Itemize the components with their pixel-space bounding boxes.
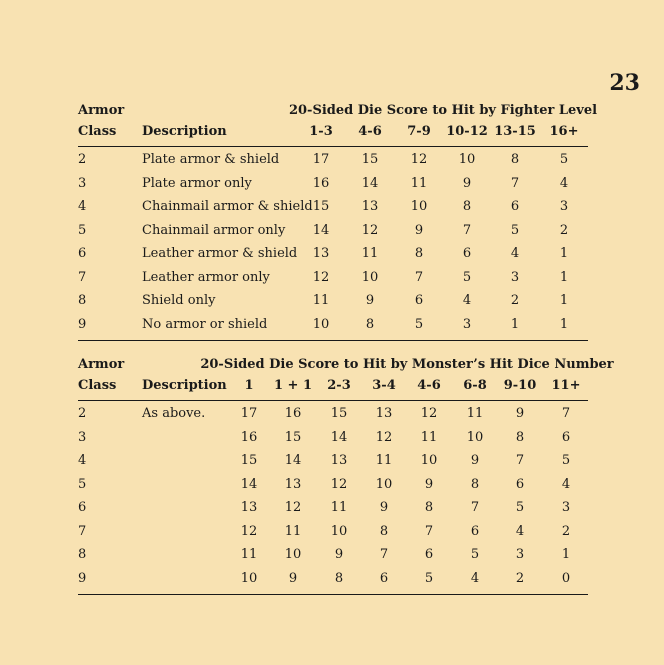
armor-class-cell: 5 — [78, 222, 87, 238]
score-cell: 3 — [559, 199, 569, 214]
score-cell: 8 — [365, 316, 375, 332]
score-cell: 10 — [420, 453, 438, 468]
score-cell: 8 — [424, 500, 434, 515]
score-cell: 10 — [361, 269, 379, 285]
table-row — [78, 406, 588, 430]
column-header: 10-12 — [446, 124, 488, 139]
score-cell: 6 — [561, 429, 571, 445]
score-cell: 11 — [410, 175, 428, 191]
score-cell: 5 — [515, 500, 525, 515]
score-cell: 13 — [240, 500, 258, 515]
armor-class-cell: 2 — [78, 152, 87, 167]
score-cell: 1 — [559, 269, 569, 285]
score-cell: 8 — [334, 570, 344, 586]
score-cell: 1 — [559, 316, 569, 332]
score-cell: 12 — [240, 523, 258, 539]
score-cell: 16 — [284, 406, 302, 421]
score-cell: 7 — [515, 453, 525, 468]
score-cell: 10 — [466, 429, 484, 445]
score-cell: 5 — [462, 269, 472, 285]
header-row-top — [78, 357, 614, 378]
score-cell: 10 — [375, 476, 393, 492]
table-row — [78, 477, 588, 501]
armor-class-cell: 4 — [78, 199, 87, 214]
score-cell: 9 — [414, 222, 424, 238]
score-cell: 11 — [312, 293, 330, 308]
score-cell: 3 — [515, 547, 525, 562]
score-cell: 11 — [240, 547, 258, 562]
table-row — [78, 199, 588, 223]
score-cell: 7 — [424, 523, 434, 539]
score-cell: 13 — [361, 199, 379, 214]
score-cell: 4 — [470, 570, 480, 586]
table-row — [78, 293, 588, 317]
column-header: 1 + 1 — [273, 378, 313, 393]
armor-class-cell: 9 — [78, 570, 87, 586]
score-cell: 9 — [424, 476, 434, 492]
score-cell: 5 — [561, 453, 571, 468]
score-cell: 2 — [510, 293, 520, 308]
score-cell: 10 — [240, 570, 258, 586]
score-cell: 1 — [561, 547, 571, 562]
score-cell: 12 — [284, 500, 302, 515]
score-cell: 1 — [510, 316, 520, 332]
description-header: Description — [142, 124, 227, 139]
score-cell: 15 — [361, 152, 379, 167]
table-row — [78, 152, 588, 176]
score-cell: 9 — [365, 293, 375, 308]
score-cell: 5 — [510, 222, 520, 238]
score-cell: 6 — [470, 523, 480, 539]
armor-class-cell: 9 — [78, 316, 87, 332]
armor-header: Armor — [78, 103, 125, 118]
armor-class-cell: 6 — [78, 246, 87, 261]
armor-class-cell: 2 — [78, 406, 87, 421]
score-cell: 12 — [312, 269, 330, 285]
score-cell: 14 — [240, 476, 258, 492]
score-cell: 9 — [515, 406, 525, 421]
score-cell: 13 — [375, 406, 393, 421]
table-title: 20-Sided Die Score to Hit by Fighter Level — [288, 103, 598, 118]
score-cell: 13 — [330, 453, 348, 468]
score-cell: 9 — [379, 500, 389, 515]
column-header: 4-6 — [417, 378, 441, 393]
score-cell: 12 — [375, 429, 393, 445]
score-cell: 4 — [462, 293, 472, 308]
score-cell: 6 — [510, 199, 520, 214]
armor-class-cell: 4 — [78, 453, 87, 468]
score-cell: 11 — [466, 406, 484, 421]
score-cell: 8 — [462, 199, 472, 214]
score-cell: 11 — [361, 246, 379, 261]
description-cell: No armor or shield — [142, 316, 268, 332]
column-header: 6-8 — [463, 378, 487, 393]
score-cell: 9 — [288, 570, 298, 586]
score-cell: 5 — [470, 547, 480, 562]
table-row — [78, 524, 588, 548]
table-title: 20-Sided Die Score to Hit by Monster’s Hit Dice Number — [200, 357, 614, 372]
header-row-top — [78, 103, 598, 124]
score-cell: 12 — [420, 406, 438, 421]
table-row — [78, 270, 588, 294]
score-cell: 14 — [312, 222, 330, 238]
description-cell: Chainmail armor only — [142, 222, 286, 238]
score-cell: 17 — [240, 406, 258, 421]
score-cell: 1 — [559, 293, 569, 308]
description-cell: Leather armor only — [142, 269, 270, 285]
score-cell: 12 — [361, 222, 379, 238]
table-row — [78, 246, 588, 270]
header-row-columns — [78, 378, 588, 401]
class-header: Class — [78, 378, 117, 393]
fighter-hit-table — [78, 103, 598, 341]
table-body — [78, 406, 588, 595]
score-cell: 4 — [561, 476, 571, 492]
score-cell: 10 — [284, 547, 302, 562]
score-cell: 10 — [312, 316, 330, 332]
description-header: Description — [142, 378, 227, 393]
description-cell: As above. — [142, 406, 206, 421]
score-cell: 6 — [462, 246, 472, 261]
score-cell: 2 — [561, 523, 571, 539]
armor-class-cell: 7 — [78, 269, 87, 285]
column-header: 7-9 — [407, 124, 431, 139]
table-body — [78, 152, 588, 341]
score-cell: 14 — [361, 175, 379, 191]
score-cell: 11 — [375, 453, 393, 468]
score-cell: 11 — [420, 429, 438, 445]
score-cell: 9 — [470, 453, 480, 468]
armor-class-cell: 3 — [78, 175, 87, 191]
score-cell: 10 — [330, 523, 348, 539]
score-cell: 15 — [284, 429, 302, 445]
score-cell: 7 — [561, 406, 571, 421]
score-cell: 6 — [379, 570, 389, 586]
description-cell: Chainmail armor & shield — [142, 199, 313, 214]
score-cell: 12 — [330, 476, 348, 492]
score-cell: 4 — [515, 523, 525, 539]
score-cell: 15 — [312, 199, 330, 214]
table-row — [78, 430, 588, 454]
score-cell: 7 — [470, 500, 480, 515]
score-cell: 8 — [510, 152, 520, 167]
table-row — [78, 453, 588, 477]
score-cell: 5 — [424, 570, 434, 586]
score-cell: 17 — [312, 152, 330, 167]
description-cell: Plate armor only — [142, 175, 252, 191]
armor-class-cell: 5 — [78, 476, 87, 492]
table-row — [78, 500, 588, 524]
column-header: 9-10 — [503, 378, 537, 393]
column-header: 4-6 — [358, 124, 382, 139]
column-header: 16+ — [549, 124, 579, 139]
table-row — [78, 223, 588, 247]
score-cell: 5 — [559, 152, 569, 167]
description-cell: Plate armor & shield — [142, 152, 280, 167]
score-cell: 8 — [470, 476, 480, 492]
score-cell: 1 — [559, 246, 569, 261]
score-cell: 16 — [312, 175, 330, 191]
score-cell: 8 — [414, 246, 424, 261]
description-cell: Leather armor & shield — [142, 246, 298, 261]
score-cell: 11 — [330, 500, 348, 515]
column-header: 3-4 — [372, 378, 396, 393]
armor-class-cell: 8 — [78, 547, 87, 562]
score-cell: 0 — [561, 570, 571, 586]
column-header: 11+ — [551, 378, 581, 393]
armor-class-cell: 6 — [78, 500, 87, 515]
score-cell: 15 — [240, 453, 258, 468]
armor-class-cell: 7 — [78, 523, 87, 539]
score-cell: 8 — [379, 523, 389, 539]
column-header: 2-3 — [327, 378, 351, 393]
score-cell: 10 — [458, 152, 476, 167]
column-header: 1 — [244, 378, 254, 393]
score-cell: 3 — [462, 316, 472, 332]
score-cell: 9 — [334, 547, 344, 562]
score-cell: 7 — [510, 175, 520, 191]
score-cell: 14 — [330, 429, 348, 445]
header-row-columns — [78, 124, 588, 147]
score-cell: 8 — [515, 429, 525, 445]
score-cell: 13 — [312, 246, 330, 261]
score-cell: 2 — [559, 222, 569, 238]
score-cell: 3 — [561, 500, 571, 515]
score-cell: 5 — [414, 316, 424, 332]
score-cell: 9 — [462, 175, 472, 191]
score-cell: 7 — [414, 269, 424, 285]
score-cell: 7 — [379, 547, 389, 562]
score-cell: 12 — [410, 152, 428, 167]
table-row — [78, 571, 588, 595]
score-cell: 14 — [284, 453, 302, 468]
armor-class-cell: 3 — [78, 429, 87, 445]
class-header: Class — [78, 124, 117, 139]
table-row — [78, 317, 588, 341]
table-row — [78, 176, 588, 200]
armor-class-cell: 8 — [78, 293, 87, 308]
score-cell: 4 — [559, 175, 569, 191]
score-cell: 7 — [462, 222, 472, 238]
table-row — [78, 547, 588, 571]
score-cell: 2 — [515, 570, 525, 586]
score-cell: 6 — [515, 476, 525, 492]
score-cell: 15 — [330, 406, 348, 421]
score-cell: 13 — [284, 476, 302, 492]
monster-hit-table — [78, 357, 614, 595]
score-cell: 16 — [240, 429, 258, 445]
column-header: 13-15 — [494, 124, 536, 139]
score-cell: 6 — [414, 293, 424, 308]
column-header: 1-3 — [309, 124, 333, 139]
score-cell: 4 — [510, 246, 520, 261]
description-cell: Shield only — [142, 293, 216, 308]
score-cell: 6 — [424, 547, 434, 562]
page-number: 23 — [609, 70, 640, 96]
score-cell: 10 — [410, 199, 428, 214]
score-cell: 11 — [284, 523, 302, 539]
armor-header: Armor — [78, 357, 125, 372]
score-cell: 3 — [510, 269, 520, 285]
